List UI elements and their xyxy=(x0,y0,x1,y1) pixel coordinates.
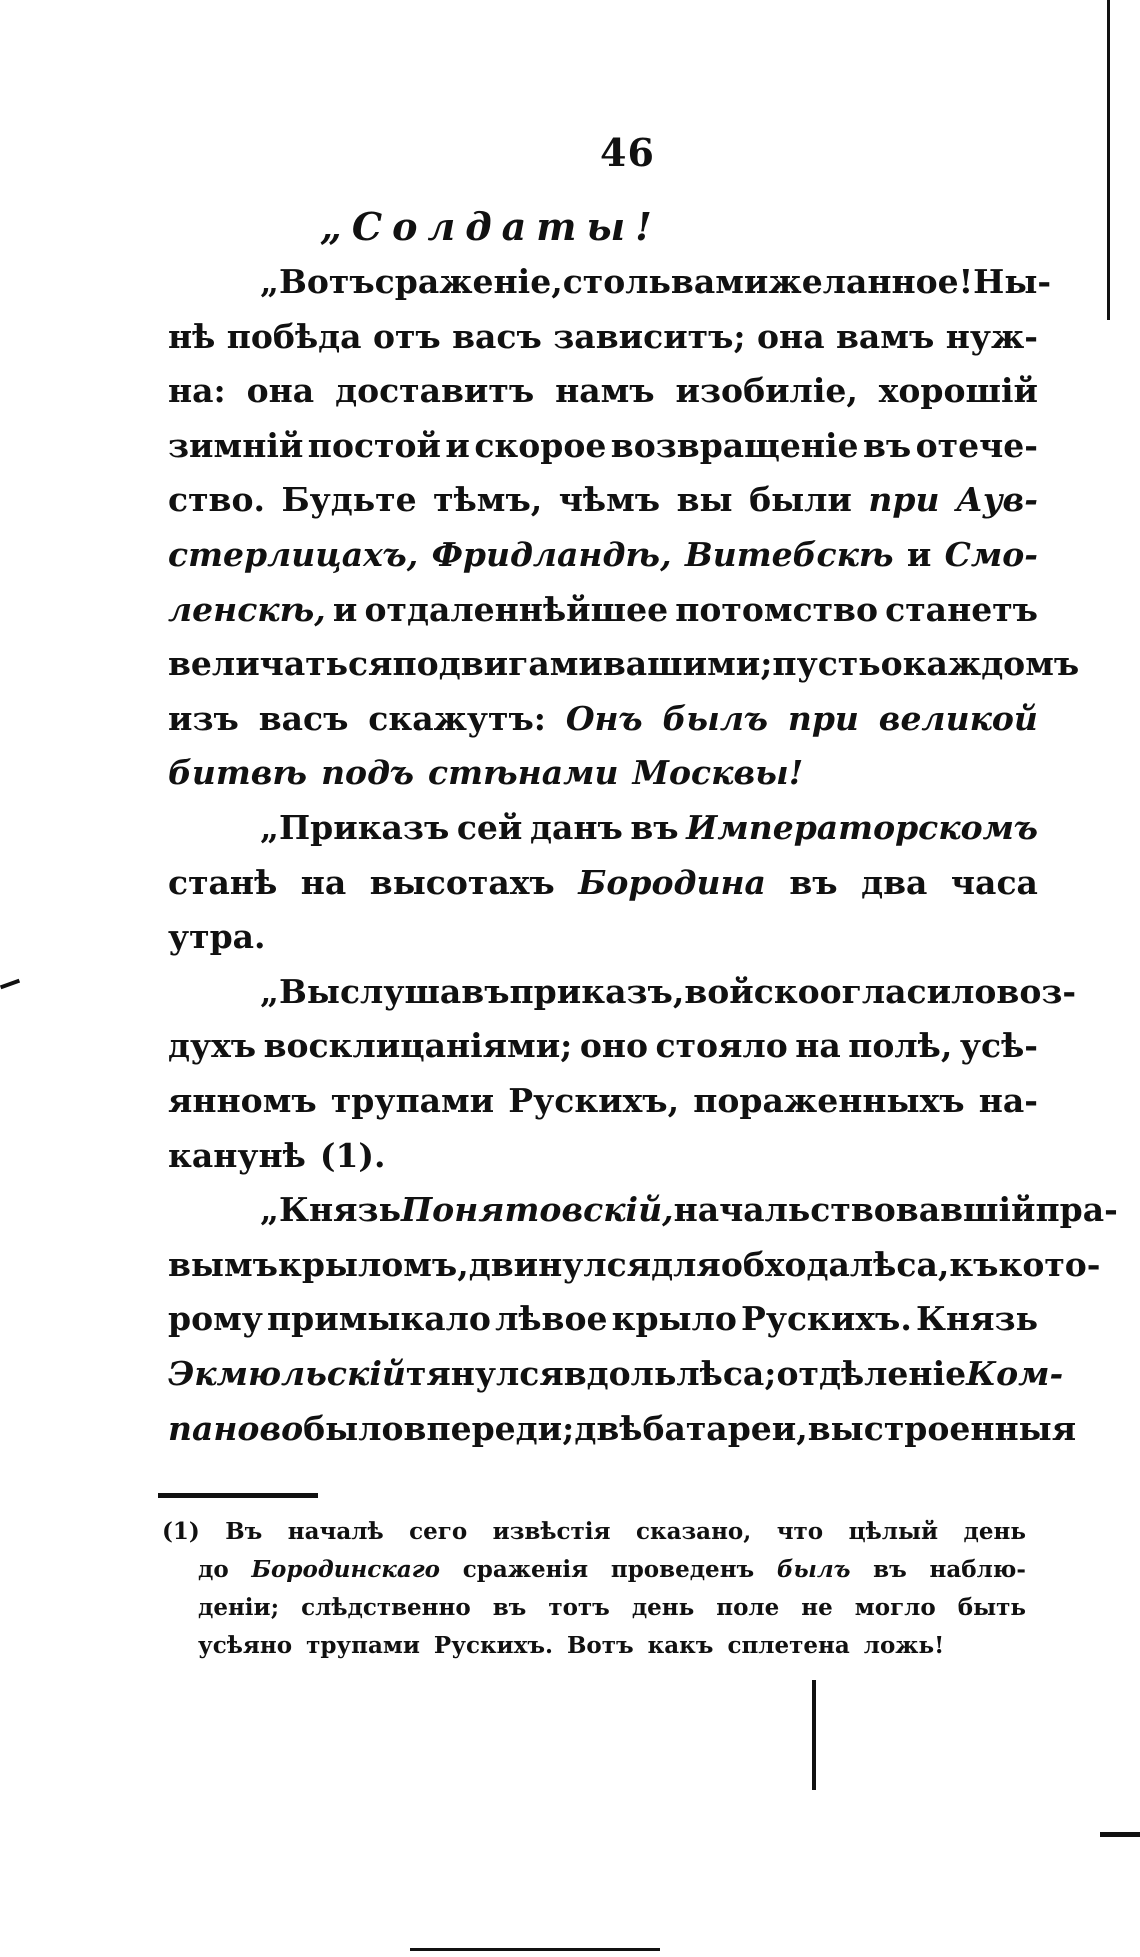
text-line: битвѣ подъ стѣнами Москвы! xyxy=(168,753,804,793)
page-heading: „Солдаты! xyxy=(320,204,662,249)
text-line: ленскѣ, и отдаленнѣйшее потомство станетъ xyxy=(168,589,1038,629)
footnote-divider xyxy=(158,1493,318,1498)
footnote-line: до Бородинскаго сраженія проведенъ былъ въ наблю- xyxy=(198,1556,1026,1583)
margin-mark xyxy=(410,1948,660,1951)
margin-mark xyxy=(812,1680,816,1790)
text-line: рому примыкало лѣвое крыло Рускихъ. Князь xyxy=(168,1299,1038,1339)
text-line: станѣ на высотахъ Бородина въ два часа xyxy=(168,862,1038,902)
text-line: „Приказъ сей данъ въ Императорскомъ xyxy=(260,808,1038,847)
text-line: „Вотъ сраженіе, столь вами желанное! Ны- xyxy=(260,262,1052,301)
text-line: Экмюльскій тянулся вдоль лѣса; отдѣленіе Ком- xyxy=(168,1354,1064,1393)
text-line: нѣ побѣда отъ васъ зависитъ; она вамъ нуж- xyxy=(168,316,1038,356)
text-line: изъ васъ скажутъ: Онъ былъ при великой xyxy=(168,698,1038,738)
text-line: духъ восклицаніями; оно стояло на полѣ, усѣ- xyxy=(168,1026,1038,1066)
page-number: 46 xyxy=(600,130,655,175)
footnote-line: (1) Въ началѣ сего извѣстія сказано, что цѣлый день xyxy=(162,1518,1026,1545)
text-line: зимній постой и скорое возвращеніе въ отече- xyxy=(168,425,1038,465)
margin-mark xyxy=(0,979,20,990)
text-line: утра. xyxy=(168,917,266,957)
text-line: величаться подвигами вашими; пусть о каждомъ xyxy=(168,644,1080,684)
text-line: на: она доставитъ намъ изобиліе, хорошій xyxy=(168,371,1038,411)
text-line: канунѣ (1). xyxy=(168,1135,386,1175)
text-line: янномъ трупами Рускихъ, пораженныхъ на- xyxy=(168,1081,1038,1120)
text-line: ство. Будьте тѣмъ, чѣмъ вы были при Аув- xyxy=(168,480,1038,520)
text-line: стерлицахъ, Фридландѣ, Витебскѣ и Смо- xyxy=(168,535,1038,574)
text-line: „Выслушавъ приказъ, войско огласило воз- xyxy=(260,971,1077,1011)
margin-mark xyxy=(1100,1832,1140,1837)
footnote-line: деніи; слѣдственно въ тотъ день поле не могло быть xyxy=(198,1594,1026,1621)
page-edge-line xyxy=(1107,0,1110,320)
text-line: вымъ крыломъ, двинулся для обхода лѣса, къ кото- xyxy=(168,1244,1101,1284)
text-line: паново было впереди; двѣ батареи, выстроенныя xyxy=(168,1408,1077,1448)
footnote-line: усѣяно трупами Рускихъ. Вотъ какъ сплетена ложь! xyxy=(198,1632,945,1659)
text-line: „Князь Понятовскій, начальствовавшій пра- xyxy=(260,1190,1118,1230)
